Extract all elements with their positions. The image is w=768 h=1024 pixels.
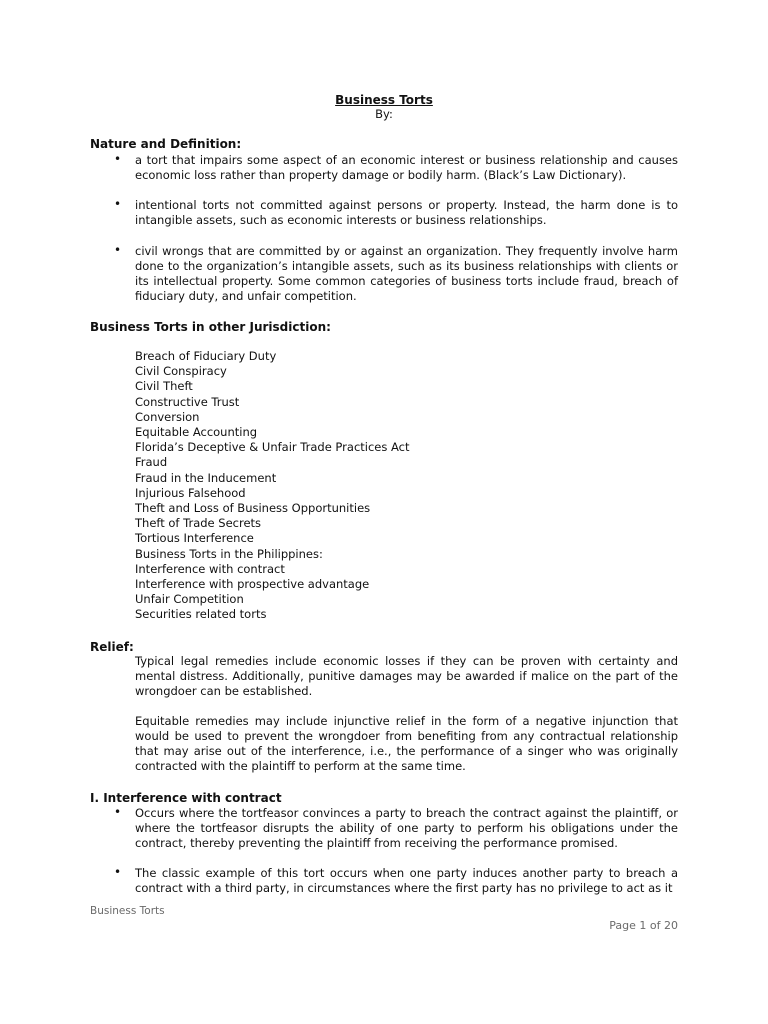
heading-nature-definition: Nature and Definition:	[90, 137, 242, 151]
heading-interference-with-contract: I. Interference with contract	[90, 791, 282, 805]
list-item: Unfair Competition	[135, 592, 244, 607]
nature-item-2: intentional torts not committed against persons or property. Instead, the harm done is to intangible assets, such as economic interests or business relationships.	[135, 198, 678, 227]
list-item: Fraud	[135, 455, 168, 470]
list-item: Injurious Falsehood	[135, 485, 246, 500]
list-item: Business Torts in the Philippines:	[135, 546, 323, 561]
bullet-icon: •	[114, 805, 122, 819]
list-item: Civil Theft	[135, 379, 193, 394]
list-item: Florida’s Deceptive & Unfair Trade Practices Act	[135, 440, 410, 455]
heading-other-jurisdiction: Business Torts in other Jurisdiction:	[90, 320, 331, 334]
document-byline: By:	[375, 107, 393, 121]
list-item: Theft and Loss of Business Opportunities	[135, 501, 371, 516]
list-item: Equitable Accounting	[135, 425, 258, 440]
heading-relief: Relief:	[90, 640, 134, 654]
footer-document-name: Business Torts	[90, 905, 165, 917]
list-item: Tortious Interference	[135, 531, 254, 546]
bullet-icon: •	[114, 243, 122, 257]
list-item: Civil Conspiracy	[135, 364, 227, 379]
list-item: Theft of Trade Secrets	[135, 516, 262, 531]
list-item: Breach of Fiduciary Duty	[135, 349, 277, 363]
document-title: Business Torts	[335, 93, 433, 107]
list-item: Interference with contract	[135, 561, 285, 576]
nature-item-1: a tort that impairs some aspect of an economic interest or business relationship and causes economic loss rather than property damage or bodily harm. (Black’s Law Dictionary).	[135, 153, 678, 182]
list-item: Constructive Trust	[135, 394, 240, 409]
jurisdiction-list	[135, 349, 410, 623]
bullet-icon: •	[114, 865, 122, 879]
footer-page-number: Page 1 of 20	[609, 919, 678, 932]
relief-paragraph-1: Typical legal remedies include economic losses if they can be proven with certainty and mental distress. Additionally, punitive damages may be awarded if malice on the part of the wrongdoer can be established.	[135, 654, 678, 698]
bullet-icon: •	[114, 152, 122, 166]
relief-paragraph-2: Equitable remedies may include injunctive relief in the form of a negative injunction that would be used to prevent the wrongdoer from benefiting from any contractual relationship that may arise out of the interference, i.e., the performance of a singer who was originally contracted with the plaintiff to perform at the same time.	[135, 714, 678, 773]
interference-item-1: Occurs where the tortfeasor convinces a party to breach the contract against the plaintiff, or where the tortfeasor disrupts the ability of one party to perform his obligations under the contract, thereby preventing the plaintiff from receiving the performance promised.	[135, 806, 678, 850]
list-item: Securities related torts	[135, 607, 267, 622]
nature-item-3: civil wrongs that are committed by or against an organization. They frequently involve harm done to the organization’s intangible assets, such as its business relationships with clients or its intellectual property. Some common categories of business torts include fraud, breach of fiduciary duty, and unfair competition.	[135, 244, 678, 303]
list-item: Conversion	[135, 409, 200, 424]
list-item: Fraud in the Inducement	[135, 470, 277, 485]
list-item: Interference with prospective advantage	[135, 577, 370, 592]
bullet-icon: •	[114, 197, 122, 211]
interference-item-2: The classic example of this tort occurs when one party induces another party to breach a contract with a third party, in circumstances where the first party has no privilege to act as it	[135, 866, 678, 895]
